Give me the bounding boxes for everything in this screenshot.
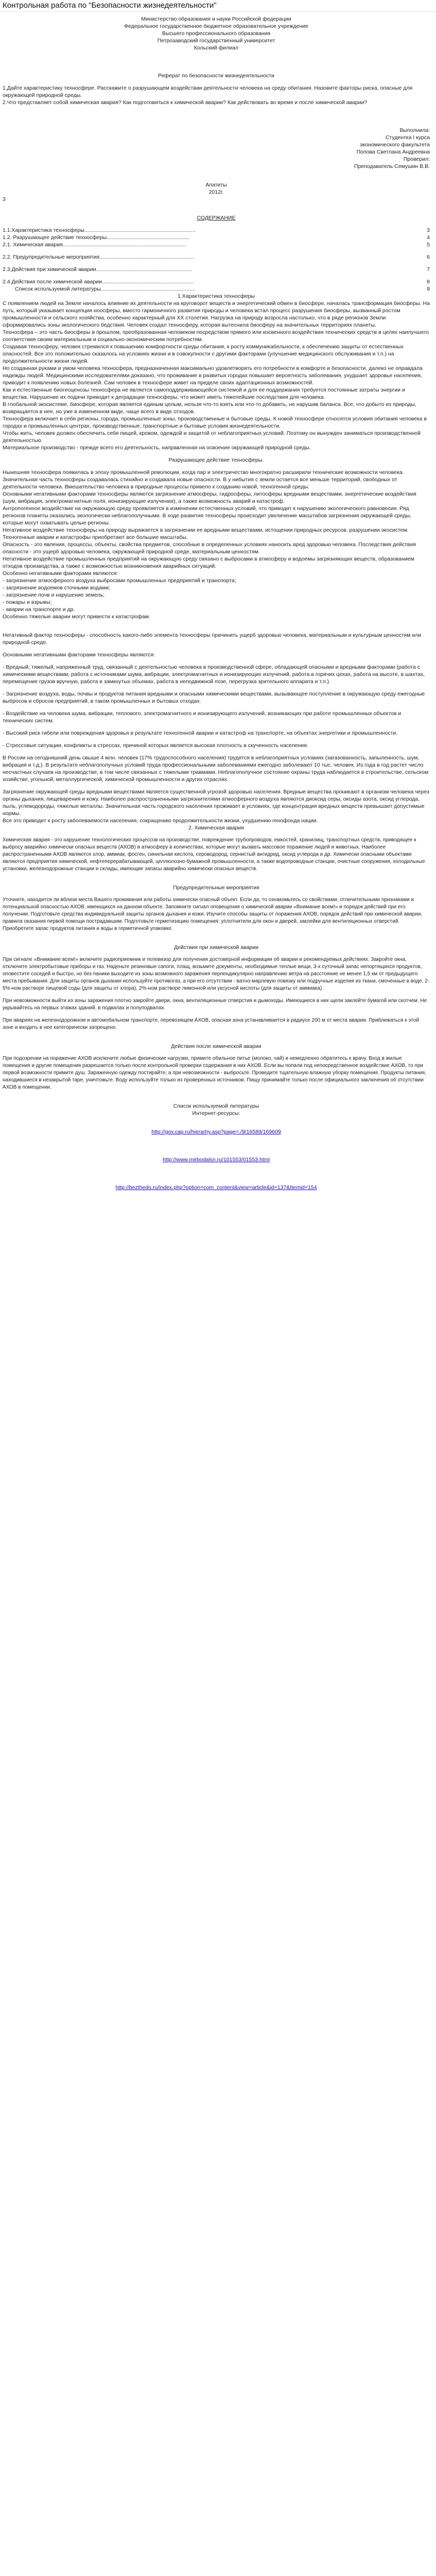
city: Апатиты [205,182,227,188]
paragraph: Создавая техносферу, человек стремился к повышению комфортности среды обитания, к росту коммуникабельности, к обеспечению защиты от естественных опасностей. Все это положительно сказалось на условиях жизни и в совокупности с другими факторами (улучшение медицинского обслуживания и т.п.) на продолжительности жизни людей. [3,344,404,364]
paragraph: Основными негативными факторами техносферы являются загрязнение атмосферы, гидросферы, литосферы вредными веществами, энергетические воздействия (шум, вибрация, электромагнитные поля, ионизирующие излучения), а также возможность аварий и катастроф. [3,491,416,504]
section-2-2-title: Предупредительные мероприятия [173,885,259,891]
question-1: 1.Дайте характеристику техносфере. Расскажите о разрушающем воздействии деятельности человека на среду обитания. Назовите факторы риска, опасные для окружающей природной среды. [3,85,413,98]
paragraph: При авариях на железнодорожном и автомобильном транспорте, перевозящем АХОВ, опасная зона устанавливается в радиусе 200 м от места аварии. Приближаться к этой зоне и входить в нее категорически запрещено. [3,1018,419,1030]
paragraph: Загрязнение окружающей среды вредными веществами является существенной угрозой здоровью населения. Вредные вещества проникают в организм человека через органы дыхания, пищеварения и кожу. Наиболее распространенными загрязнителями атмосферного воздуха являются диоксид серы, оксиды азота, оксид углерода, пыль, углеводороды, тяжелые металлы. Значительная часть городского населения проживает в условиях, где концентрация вредных веществ превышает допустимые нормы. [3,789,429,817]
paragraph: Негативное воздействие промышленных предприятий на окружающую среду связано с выбросами в атмосферу и водоемы загрязняющих веществ, образованием отходов производства, а также с возможностью возникновения аварийных ситуаций. [3,556,414,569]
paragraph: В глобальной экосистеме, биосфере, которая является единым целым, нельзя что-то взять или что-то добавить, не нарушив баланса. Все, что добыто из природы, возвращается в нее, но уже в измененном виде, чаще всего в виде отходов. [3,401,416,415]
paragraph: - Воздействие на человека шума, вибрации, теплового, электромагнитного и ионизирующего излучений, возникающих при работе промышленных объектов и технических систем. [3,710,402,724]
paragraph: Химическая авария - это нарушение технологических процессов на производстве, повреждение трубопроводов, емкостей, хранилищ, транспортных средств, приводящее к выбросу аварийно химически опасных веществ (АХОВ) в атмосферу в количествах, которые могут вызвать массовое поражение людей и животных. Наиболее распространенными АХОВ являются хлор, аммиак, фосген, синильная кислота, сероводород, сернистый ангидрид, оксид углерода и др. Химически опасными объектами являются предприятия химической, нефтеперерабатывающей, целлюлозно-бумажной промышленности, а также водопроводные станции, очистные сооружения, холодильные установки, железнодорожные станции и склады, имеющие запасы аварийно химически опасных веществ. [3,837,425,872]
toc-item[interactable] [3,227,430,234]
toc-item-label: 1.1.Характеристика техносферы.......................................................................... [3,227,196,233]
bibliography-link[interactable]: http://bezthedo.ru/index.php?option=com_content&view=article&id=137&Itemid=154 [115,1184,317,1191]
paragraph: - пожары и взрывы; [3,599,52,605]
done-label: Выполнила: [399,127,430,133]
toc-item-label: 2.4.Действия после химической аварии............................................................. [3,279,194,285]
paragraph: Опасность - это явления, процессы, объекты, свойства предметов, способные в определенных условиях наносить вред здоровью человека. Последствия действия опасности - это ущерб здоровью человека, окружающей природной среде, материальным ценностям. [3,541,416,555]
paragraph: Уточните, находится ли вблизи места Вашего проживания или работы химически опасный объект. Если да, то ознакомьтесь со свойствами, отличительными признаками и потенциальной опасностью АХОВ, имеющихся на данном объекте. Запомните сигнал оповещения о химической аварии «Внимание всем!» и порядок действий при его получении. Подготовьте средства индивидуальной защиты органов дыхания и кожи. Изучите способы защиты от поражения АХОВ, порядок действий при химической аварии, правила оказания первой помощи пострадавшим. Подготовьте герметизацию помещения: уплотнители для окон и дверей, заклейки для вентиляционных отверстий. Приобретите запас продуктов питания и воды в герметичной упаковке. [3,897,423,931]
paragraph: Чтобы жить, человек должен обеспечить себя пищей, кровом, одеждой и защитой от неблагоприятных условий. Поэтому он вынужден заниматься производственной деятельностью. [3,430,421,444]
document-title: Контрольная работа по "Безопасности жизнедеятельности" [3,1,217,10]
paragraph: - Стрессовые ситуации, конфликты в стрессах, причиной которых является высокая плотность в скученность населения. [3,742,308,749]
toc-item[interactable] [3,285,430,293]
paragraph: Антропогенное воздействие на окружающую среду проявляется в изменении естественных условий, что приводит к нарушению экологического равновесия. Ряд регионов планеты оказались экологически неблагополучными. В ходе развития техносферы происходит увеличение масштабов загрязнения окружающей среды, которые могут охватывать целые регионы. [3,505,412,526]
paragraph: Техносфера включает в себя регионы, города, промышленные зоны, производственные и бытовые среды. К новой техносфере относятся условия обитания человека в городах и промышленных центрах, производственные, транспортные и бытовые условия жизнедеятельности. [3,416,427,429]
checked-label: Проверил: [403,156,430,162]
document-body [3,15,430,1191]
toc-item-page: 9 [427,286,430,292]
toc-item[interactable] [3,266,430,273]
section-1-2-title: Разрушающее действие техносферы. [168,457,264,463]
toc-item[interactable] [3,241,430,248]
paragraph: Основными негативными факторами техносферы являются: [3,652,155,658]
paragraph: С появлением людей на Земле началось влияние их деятельности на круговорот веществ и энергетический обмен в биосфере, началась трансформация биосферы. На путь, который указывает концепция ноосферы, вместо гармоничного развития природы и человека встал процесс разрушения биосферы, вызванный ростом промышленности и сельского хозяйства, особенно характерный для XX столетия. Нагрузка на природу возросла настолько, что в ряде регионов Земли сформировались зоны экологического бедствия. Человек создал техносферу, которая вытеснила биосферу на значительных территориях планеты. [3,300,430,328]
toc-item-label: 2.1. Химическая авария.................................................................................. [3,242,186,248]
paragraph: Все это приводит к росту заболеваемости населения, сокращению продолжительности жизни, ухудшению генофонда нации. [3,818,318,824]
report-title: Реферат по безопасности жизнедеятельности [158,73,274,79]
paragraph: Негативный фактор техносферы - способность какого-либо элемента техносферы причинить ущерб здоровью человека, материальным и культурным ценностям или природной среде. [3,632,422,646]
paragraph: - Вредный, тяжелый, напряженный труд, связанный с деятельностью человека в производственной сфере, обладающей опасными и вредными факторами (работа с химическими веществами, работа с источниками шума, вибрации, электромагнитных и ионизирующих излучений, работа в горячих цехах, работа на высоте, в шахтах, перемещение грузов вручную, работа в замкнутых объемах, работа в неподвижной позе, перегрузка зрительного аппарата и т.п.). [3,664,425,685]
paragraph: Нынешняя техносфера появилась в эпоху промышленной революции, когда пар и электричество многократно расширили технические возможности человека. Значительная часть техносферы создавалась стихийно и создавала новые опасности. В у нибытия с земли остается все меньше территорий, свободных от деятельности человека. Вмешательство человека в природные процессы привело к созданию новой, техногенной среды. [3,469,404,490]
toc-item-page: 4 [427,234,430,241]
section-1-2-body [3,469,430,620]
paragraph: Особенно тяжелые аварии могут привести к катастрофам. [3,614,150,620]
paragraph: - Высокий риск гибели или повреждения здоровья в результате техногенной аварии и катастроф на транспорте, на объектах энергетики и промышленности. [3,730,398,736]
toc-item-page: 8 [427,279,430,285]
section-1-1-body [3,300,430,451]
bibliography-link[interactable]: http://www.mirbodalsn.ru/101553/01553.html [163,1157,270,1163]
paragraph: - аварии на транспорте и др. [3,606,75,613]
toc-item[interactable] [3,253,430,261]
paragraph: - загрязнение атмосферного воздуха выбросами промышленных предприятий и транспорта; [3,578,236,584]
paragraph: - загрязнение почв и нарушение земель; [3,592,105,598]
page-number: 3 [3,196,6,202]
header-line: Высшего профессионального образования [162,30,271,37]
section-2-3-title: Действия при химической аварии [173,944,259,951]
faculty: экономического факультета [360,142,430,148]
toc-item-page: 5 [427,242,430,248]
toc-item-page: 3 [427,227,430,233]
paragraph: Негативное воздействие техносферы на природу выражается в загрязнении ее вредными веществами, истощении природных ресурсов, разрушении экосистем. Техногенные аварии и катастрофы приобретают все большие масштабы. [3,527,409,540]
paragraph: При сигнале «Внимание всем!» включите радиоприемник и телевизор для получения достоверной информации об аварии и рекомендуемых действиях. Закройте окна, отключите электробытовые приборы и газ. Наденьте резиновые сапоги, плащ, возьмите документы, необходимые теплые вещи, 3-х суточный запас непортящихся продуктов, оповестите соседей и быстро, но без паники выходите из зоны возможного заражения перпендикулярно направлению ветра на расстояние не менее 1,5 км от предыдущего места пребывания. Для защиты органов дыхания используйте противогаз, а при его отсутствии - ватно-марлевую повязку или подручные изделия из ткани, смоченные в воде, 2-5%-ном растворе пищевой соды (для защиты от хлора), 2%-ном растворе лимонной или уксусной кислоты (для защиты от аммиака). [3,957,430,991]
toc-item-page: 7 [427,266,430,273]
toc-item-label: Список используемой литературы............................................................... [15,286,196,292]
paragraph: Материальное производство - прежде всего его деятельность, направленная на освоение окружающей природной среды. [3,445,311,451]
bibliography-subheading: Интернет-ресурсы: [192,1110,240,1116]
paragraph: В России на сегодняшний день свыше 4 млн. человек (17% трудоспособного населения) трудятся в неблагоприятных условиях (загазованность, запыленность, шум, вибрация и т.д.). В результате неблагополучных условий труда профессиональными заболеваниями ежегодно заболевают 10 тыс. человек. Из года в год растет число несчастных случаев на производстве, в том числе связанных с тяжелыми травмами. Неблагополучное состояние охраны труда наблюдается в строительстве, сельском хозяйстве, угольной, металлургической, химической промышленности и других отраслях. [3,755,429,783]
bibliography-heading: Список используемой литературы [173,1103,259,1109]
header-line: Кольский филиал [194,45,239,51]
risk-factors-body [3,632,430,824]
paragraph: Но созданная руками и умом человека техносфера, предназначенная максимально удовлетворять его потребности в комфорте и безопасности, далеко не оправдала надежды людей. Медицинскими исследователями доказано, что проживание в развитых городах повышает вероятность заболевания, ухудшает здоровье населения, приводит к появлению новых болезней. Сам человек в техносфере живет на пределе своих адаптационных возможностей. [3,365,423,386]
toc-item-page: 6 [427,254,430,260]
header-line: Федеральное государственное бюджетное образовательное учреждение [124,23,308,29]
paragraph: При подозрении на поражение АХОВ исключите любые физические нагрузки, примите обильное питье (молоко, чай) и немедленно обратитесь к врачу. Вход в жилые помещения и другие помещения разрешается только после контрольной проверки содержания в них АХОВ. Если вы попали под непосредственное воздействие АХОВ, то при первой возможности примите душ. Зараженную одежду постирайте, а при невозможности - выбросьте. Проведите тщательную влажную уборку помещения. Продукты питания, находившиеся в незакрытой таре, уничтожьте. Воду используйте только из проверенных источников. Пищу принимайте только после официального заключения об отсутствии АХОВ в помещении. [3,1056,426,1090]
toc-heading: СОДЕРЖАНИЕ [197,215,236,221]
toc-list [3,227,430,293]
toc-item[interactable] [3,234,430,241]
question-2: 2.Что представляет собой химическая авария? Как подготовиться к химической аварии? Как действовать во время и после химической аварии? [3,99,368,106]
toc-item-label: 1.2. Разрушающее действие техносферы....................................................... [3,234,189,241]
teacher-name: Преподаватель Семушин В.В. [354,163,430,170]
section-2-1-title: 2. Химическая авария [188,825,244,831]
paragraph: Как и естественные биогеоценозы техносфера не является самоподдерживающейся системой и для ее поддержания требуется постоянные затраты энергии и вещества. Нарушение их подачи приводит к деградации техносферы, что может иметь тяжелейшие последствия для человека. [3,387,405,400]
signature-block [3,127,430,170]
header-line: Петрозаводский государственный университет [157,38,275,44]
student-course: Студентка I курса [385,134,430,141]
paragraph: - Загрязнение воздуха, воды, почвы и продуктов питания вредными и опасными химическими веществами, вызывающее поступление в окружающую среду ежегодные выбросов и сбросов предприятий, в таком промышленных и бытовых отходах. [3,691,425,704]
year: 2012г. [208,189,224,195]
paragraph: При невозможности выйти из зоны заражения плотно закройте двери, окна, вентиляционные отверстия и дымоходы. Имеющиеся в них щели заклейте бумагой или скотчем. Не укрывайтесь на первых этажах зданий, в подвалах и полуподвалах. [3,998,427,1011]
toc-item-label: 2.3.Действия при химической аварии................................................................ [3,266,193,273]
toc-item-label: 2.2. Предупредительные мероприятия............................................................... [3,254,194,260]
student-name: Попова Светлана Андреевна [356,149,430,155]
section-2-4-title: Действия после химической аварии [171,1043,261,1049]
paragraph: - загрязнение водоемов сточными водами; [3,585,111,591]
paragraph: Техносфера – это часть биосферы в прошлом, преобразованная человеком посредством прямого или косвенного воздействия технических средств в целях наилучшего соответствия своим материальным и социально-экономическим потребностям. [3,329,429,343]
header-block [3,15,430,52]
section-1-1-title: 1.Характеристика техносферы [177,293,255,299]
header-line: Министерство образования и науки Российской федерации [141,16,291,22]
toc-item[interactable] [3,278,430,285]
paragraph: Особенно негативными факторами являются: [3,570,118,577]
bibliography-link[interactable]: http://gov.cap.ru/hierarhy.asp?page=./9/16589/169609 [151,1129,281,1135]
